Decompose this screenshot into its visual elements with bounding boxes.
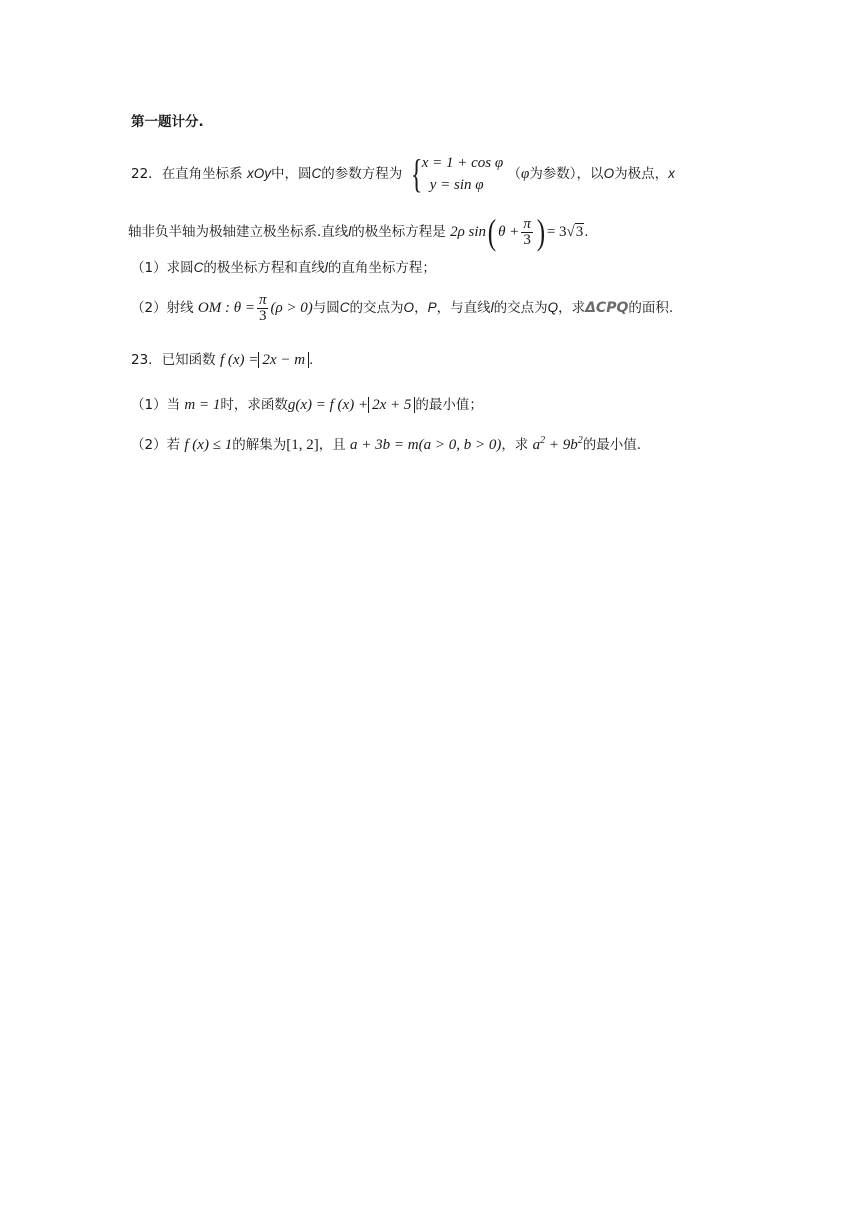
q23-text: 当 [166,397,181,413]
var-c: C [193,260,204,275]
param-system [407,152,504,196]
q23-line1 [131,350,313,370]
q22-text: 与圆 [312,300,340,316]
sqrt-sign: √ [566,224,575,240]
constraint-eq: a + 3b = m(a > 0, b > 0) [350,437,502,453]
q22-text: 的交点为 [349,300,404,316]
right-paren: ) [536,212,546,252]
var-x: x [668,166,675,181]
var-xoy: xOy [246,166,271,181]
q22-text: 中，圆 [271,166,312,182]
ray-om: OM : θ = [197,300,255,316]
pi-over-3: $\frac{\pi}{3}$ [523,215,531,248]
q22-text: 射线 [166,300,194,316]
q22-text: . [584,224,589,240]
q22-text: 求圆 [166,260,194,276]
rho-condition: (ρ > 0) [270,300,313,316]
q22-text: ， [414,300,428,316]
q23-part2 [131,435,641,455]
q22-text: 为参数），以 [529,166,604,182]
abs-expr: 2x − m [258,352,309,368]
q22-line2 [128,212,589,252]
triangle-cpq: ΔCPQ [585,300,629,316]
q22-text: 的极坐标方程和直线 [203,260,325,276]
q22-text: 的面积. [628,300,674,316]
var-c: C [311,166,322,181]
target-expr: $a^2 + 9b^2$ [532,435,583,453]
q22-text: 的极坐标方程是 [351,224,446,240]
q22-text: 为极点， [614,166,669,182]
var-c: C [339,300,350,315]
q23-text: 的最小值； [415,397,483,413]
part-label: （1） [131,397,167,413]
header-line [131,112,204,132]
q23-text: ，求 [501,437,529,453]
polar-rhs: = 3 [546,224,567,240]
part-label: （1） [131,260,167,276]
q22-text: 的参数方程为 [321,166,403,182]
q22-number: 22． [131,166,162,182]
q23-text: 已知函数 [161,352,216,368]
q22-text: ，求 [558,300,586,316]
var-q: Q [547,300,559,315]
brace-icon: { [410,151,422,196]
var-l: l [348,224,352,239]
header-text: 第一题计分. [131,114,204,130]
q23-part1 [131,395,483,415]
part-label: （2） [131,300,167,316]
q23-text: . [309,352,314,368]
q23-text: 若 [166,437,181,453]
abs-expr: 2x + 5 [368,397,415,413]
function-f: f (x) = [219,352,259,368]
q23-text: 的最小值. [582,437,642,453]
var-l: l [490,300,494,315]
q23-number: 23． [131,352,162,368]
q22-text: ，与直线 [436,300,491,316]
polar-theta: θ + [498,224,520,240]
sqrt-arg: 3 [575,224,584,240]
var-l: l [324,260,328,275]
q22-text: 在直角坐标系 [161,166,243,182]
var-p: P [427,300,437,315]
interval: [1, 2] [286,437,319,453]
q22-line1 [131,152,675,196]
q23-text: ，且 [318,437,346,453]
param-eq-y: y = sin φ [429,177,484,193]
polar-lhs: 2ρ sin [450,224,487,240]
function-g: g(x) = f (x) + [287,397,369,413]
q23-text: 的解集为 [232,437,287,453]
q22-text: 的交点为 [493,300,548,316]
q22-part2 [131,290,673,326]
q22-part1 [131,258,436,278]
q22-text: 的直角坐标方程； [327,260,436,276]
q23-text: 时，求函数 [220,397,288,413]
var-o: O [603,166,615,181]
q22-text: 轴非负半轴为极轴建立极坐标系.直线 [128,224,349,240]
pi-over-3: $\frac{\pi}{3}$ [258,291,267,324]
part-label: （2） [131,437,167,453]
q22-text: （ [507,166,521,182]
m-eq-1: m = 1 [184,397,221,413]
var-phi: φ [521,166,530,182]
left-paren: ( [487,212,497,252]
var-o: O [403,300,415,315]
inequality: f (x) ≤ 1 [184,437,233,453]
param-eq-x: x = 1 + cos φ [421,155,504,171]
